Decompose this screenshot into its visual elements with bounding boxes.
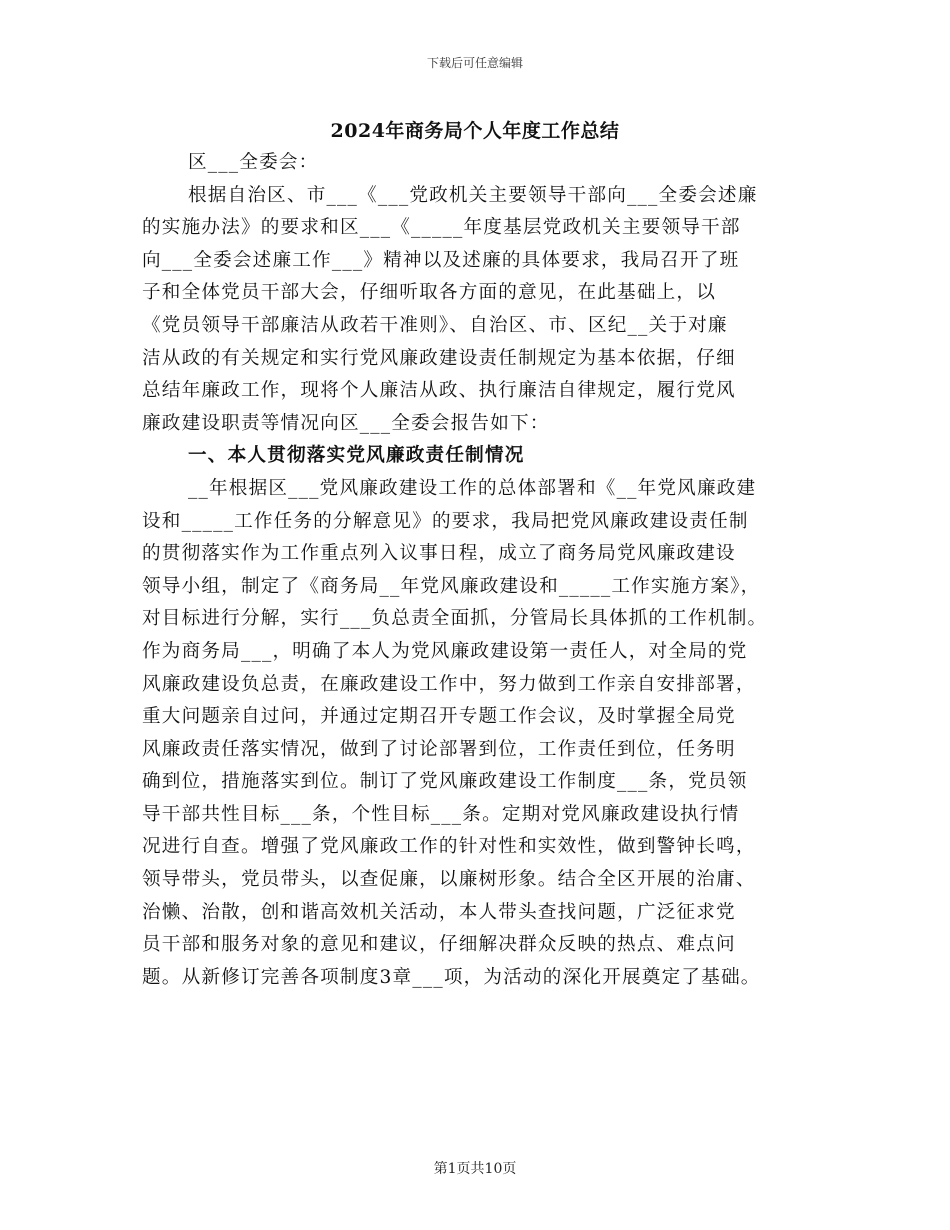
salutation: 区___全委会： (188, 152, 319, 173)
paragraph-line: 设和_____工作任务的分解意见》的要求，我局把党风廉政建设责任制 (142, 510, 749, 532)
paragraph-line: 向___全委会述廉工作___》精神以及述廉的具体要求，我局召开了班 (142, 249, 740, 271)
paragraph-line: __年根据区___党风廉政建设工作的总体部署和《__年党风廉政建 (188, 477, 757, 499)
paragraph-line: 总结年廉政工作，现将个人廉洁从政、执行廉洁自律规定，履行党风 (142, 380, 736, 402)
paragraph-line: 子和全体党员干部大会，仔细听取各方面的意见，在此基础上，以 (142, 282, 717, 304)
paragraph-line: 风廉政建设负总责，在廉政建设工作中，努力做到工作亲自安排部署， (142, 673, 756, 695)
paragraph-line: 的实施办法》的要求和区___《_____年度基层党政机关主要领导干部 (142, 217, 741, 239)
page-number: 第1页共10页 (433, 1161, 517, 1177)
paragraph-line: 风廉政责任落实情况，做到了讨论部署到位，工作责任到位，任务明 (142, 738, 736, 760)
document-body (142, 147, 812, 994)
paragraph-line: 题。从新修订完善各项制度3章___项，为活动的深化开展奠定了基础。 (142, 966, 761, 988)
paragraph-line: 领导小组，制定了《商务局__年党风廉政建设和_____工作实施方案》， (142, 575, 761, 597)
paragraph-line: 根据自治区、市___《___党政机关主要领导干部向___全委会述廉 (188, 184, 758, 206)
paragraph-line: 导干部共性目标___条，个性目标___条。定期对党风廉政建设执行情 (142, 803, 740, 825)
paragraph-line: 治懒、治散，创和谐高效机关活动，本人带头查找问题，广泛征求党 (142, 901, 736, 923)
paragraph-line: 洁从政的有关规定和实行党风廉政建设责任制规定为基本依据，仔细 (142, 347, 736, 369)
paragraph-line: 的贯彻落实作为工作重点列入议事日程，成立了商务局党风廉政建设 (142, 543, 736, 565)
paragraph-line: 对目标进行分解，实行___负总责全面抓，分管局长具体抓的工作机制。 (142, 608, 768, 630)
paragraph-line: 领导带头，党员带头，以查促廉，以廉树形象。结合全区开展的治庸、 (142, 869, 756, 891)
section-heading: 一、本人贯彻落实党风廉政责任制情况 (188, 445, 525, 467)
paragraph-line: 重大问题亲自过问，并通过定期召开专题工作会议，及时掌握全局党 (142, 706, 736, 728)
paragraph-line: 《党员领导干部廉洁从政若干准则》、自治区、市、区纪__关于对廉 (142, 314, 728, 336)
document-title: 2024年商务局个人年度工作总结 (330, 120, 620, 142)
paragraph-line: 况进行自查。增强了党风廉政工作的针对性和实效性，做到警钟长鸣， (142, 836, 756, 858)
paragraph-line: 确到位，措施落实到位。制订了党风廉政建设工作制度___条，党员领 (142, 771, 748, 793)
paragraph-line: 员干部和服务对象的意见和建议，仔细解决群众反映的热点、难点问 (142, 934, 736, 956)
page-header-note: 下载后可任意编辑 (426, 56, 523, 70)
paragraph-line: 廉政建设职责等情况向区___全委会报告如下： (142, 412, 550, 434)
paragraph-line: 作为商务局___，明确了本人为党风廉政建设第一责任人，对全局的党 (142, 640, 748, 662)
